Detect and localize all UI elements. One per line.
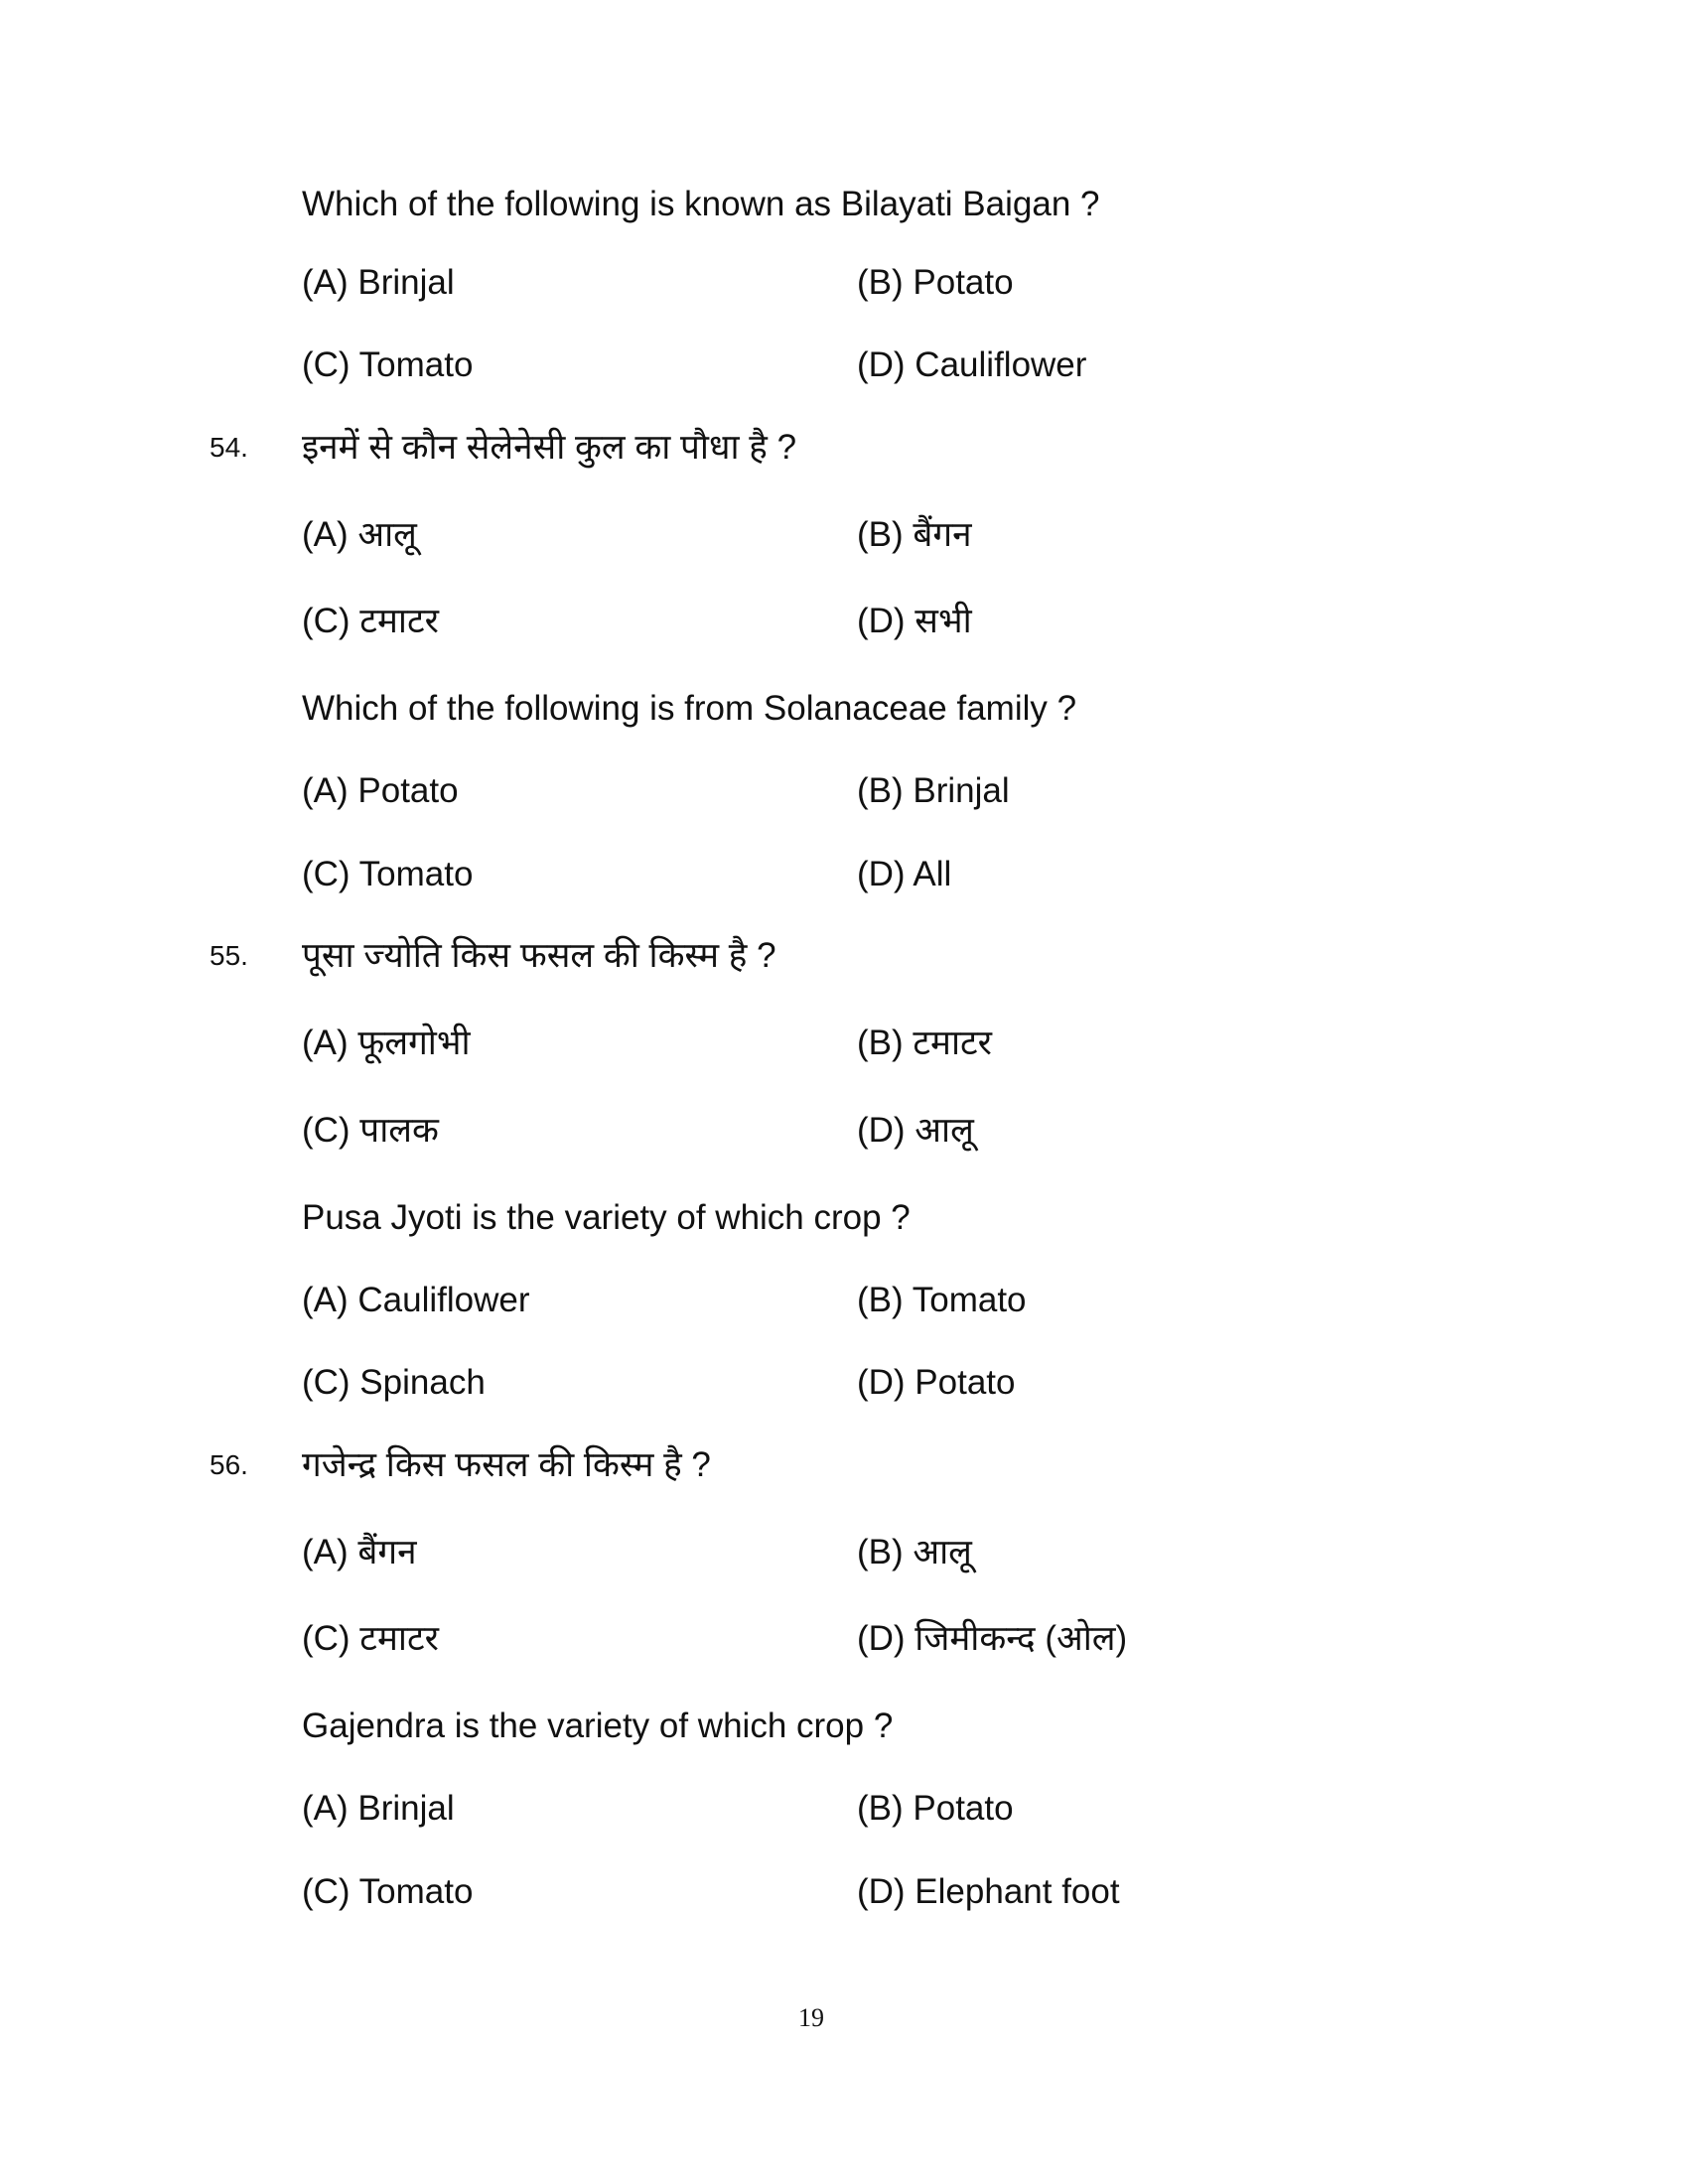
option-c: (C) Tomato — [302, 345, 474, 384]
option-b: (B) Tomato — [857, 1281, 1027, 1319]
option-d: (D) जिमीकन्द (ओल) — [857, 1619, 1128, 1658]
option-c: (C) टमाटर — [302, 602, 439, 640]
option-c: (C) टमाटर — [302, 1619, 439, 1658]
option-a: (A) Brinjal — [302, 263, 455, 302]
page-number: 19 — [798, 2003, 824, 2032]
option-a: (A) आलू — [302, 515, 417, 554]
option-b: (B) Brinjal — [857, 771, 1010, 810]
question-text: Gajendra is the variety of which crop ? — [302, 1706, 894, 1745]
option-a: (A) फूलगोभी — [302, 1024, 471, 1062]
option-b: (B) बैंगन — [857, 515, 972, 554]
option-a: (A) बैंगन — [302, 1533, 417, 1571]
option-d: (D) Elephant foot — [857, 1872, 1120, 1911]
option-d: (D) आलू — [857, 1111, 974, 1150]
question-number: 55. — [210, 940, 248, 971]
option-b: (B) Potato — [857, 263, 1014, 302]
option-d: (D) Potato — [857, 1363, 1016, 1402]
option-d: (D) All — [857, 855, 952, 893]
question-text: इनमें से कौन सेलेनेसी कुल का पौधा है ? — [302, 428, 797, 467]
option-c: (C) Spinach — [302, 1363, 486, 1402]
question-text: Pusa Jyoti is the variety of which crop ? — [302, 1198, 911, 1237]
option-a: (A) Potato — [302, 771, 459, 810]
option-a: (A) Brinjal — [302, 1789, 455, 1828]
option-a: (A) Cauliflower — [302, 1281, 530, 1319]
question-text: Which of the following is known as Bilayati Baigan ? — [302, 185, 1100, 223]
option-c: (C) पालक — [302, 1111, 439, 1150]
option-c: (C) Tomato — [302, 855, 474, 893]
option-c: (C) Tomato — [302, 1872, 474, 1911]
option-b: (B) टमाटर — [857, 1024, 992, 1062]
option-d: (D) Cauliflower — [857, 345, 1087, 384]
option-b: (B) Potato — [857, 1789, 1014, 1828]
option-d: (D) सभी — [857, 602, 972, 640]
question-text: पूसा ज्योति किस फसल की किस्म है ? — [302, 936, 776, 975]
question-number: 54. — [210, 432, 248, 463]
question-number: 56. — [210, 1449, 248, 1480]
question-text: Which of the following is from Solanaceae family ? — [302, 689, 1077, 728]
question-text: गजेन्द्र किस फसल की किस्म है ? — [302, 1445, 711, 1484]
option-b: (B) आलू — [857, 1533, 972, 1571]
